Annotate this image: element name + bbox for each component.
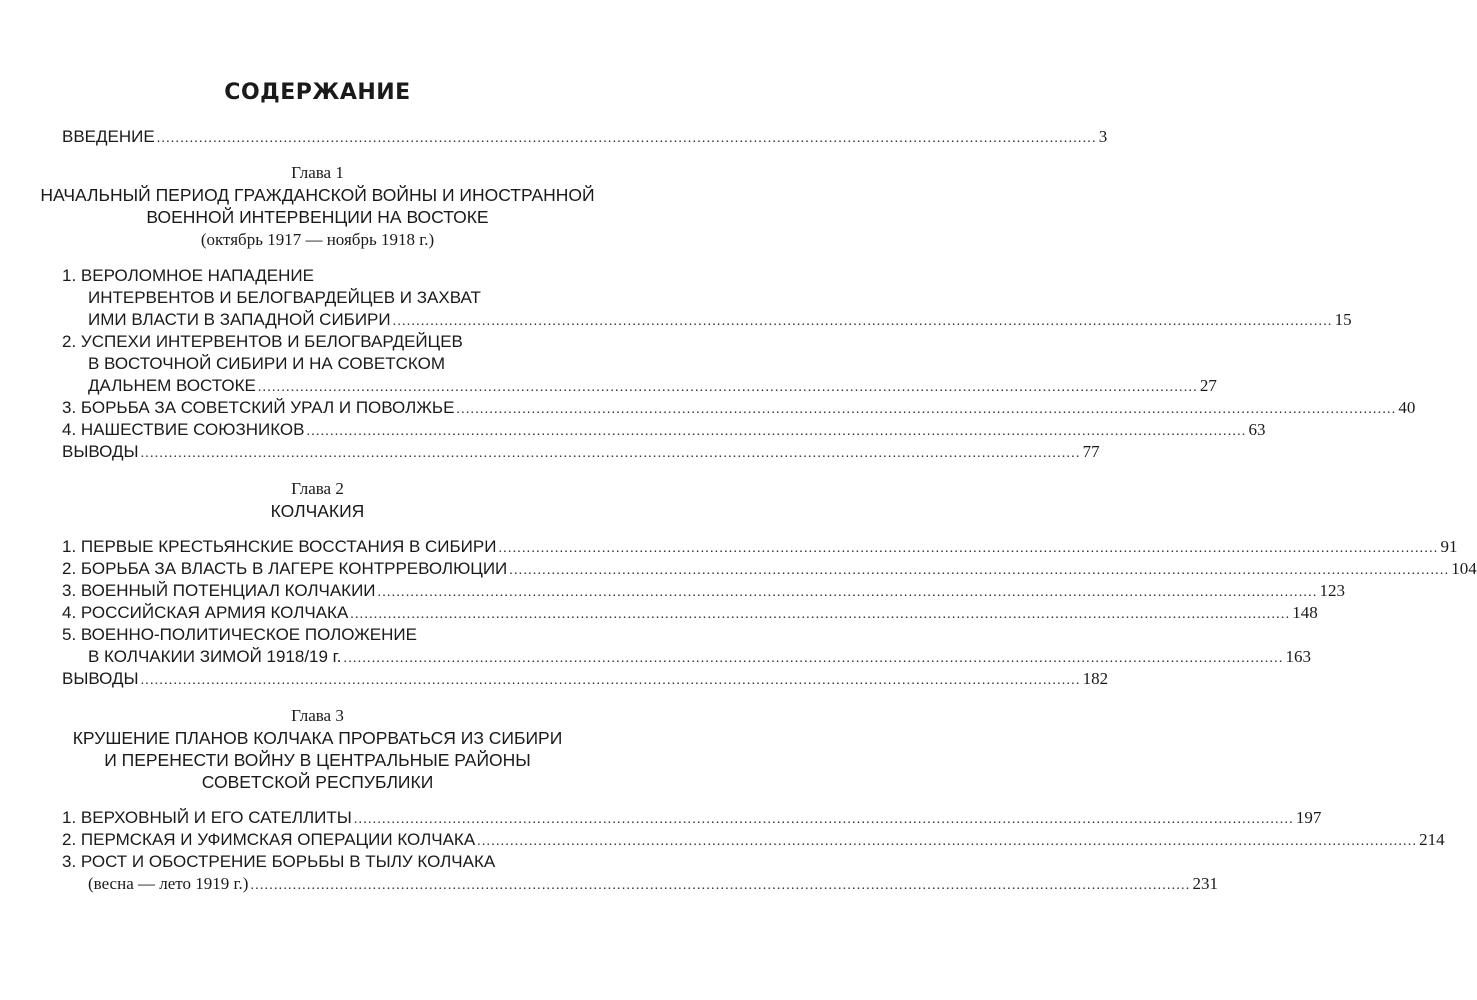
leader-dots: ........................................................................................................................................................................................................ [257, 380, 1198, 395]
entry-title: 4. РОССИЙСКАЯ АРМИЯ КОЛЧАКА [62, 603, 349, 622]
entry-title: ДАЛЬНЕМ ВОСТОКЕ [88, 376, 256, 395]
entry-title: 3. ВОЕННЫЙ ПОТЕНЦИАЛ КОЛЧАКИИ [62, 581, 376, 600]
chapter-2-title-line: КОЛЧАКИЯ [270, 501, 365, 521]
entry-title: 4. НАШЕСТВИЕ СОЮЗНИКОВ [62, 420, 305, 439]
toc-entry-line: В ВОСТОЧНОЙ СИБИРИ И НА СОВЕТСКОМ [88, 354, 446, 373]
entry-page: 40 [1398, 398, 1416, 417]
chapter-1-label: Глава 1 [291, 163, 344, 182]
leader-dots: ........................................................................................................................................................................................................ [509, 563, 1450, 578]
leader-dots: ........................................................................................................................................................................................................ [350, 607, 1291, 622]
entry-title: 1. ВЕРХОВНЫЙ И ЕГО САТЕЛЛИТЫ [62, 808, 352, 827]
entry-page: 77 [1082, 442, 1100, 461]
toc-entry [88, 309, 1352, 331]
toc-entry [62, 441, 1100, 463]
entry-title: ВЫВОДЫ [62, 442, 139, 461]
entry-page: 123 [1319, 581, 1346, 600]
entry-page: 104 [1451, 559, 1477, 578]
toc-entry [88, 646, 1312, 668]
toc-entry [88, 375, 1217, 397]
chapter-1-title-line: НАЧАЛЬНЫЙ ПЕРИОД ГРАЖДАНСКОЙ ВОЙНЫ И ИНОСТРАННОЙ [40, 185, 595, 205]
entry-page: 214 [1419, 830, 1445, 849]
toc-entry [62, 397, 1416, 419]
leader-dots: ........................................................................................................................................................................................................ [377, 585, 1318, 600]
leader-dots: ........................................................................................................................................................................................................ [456, 402, 1397, 417]
leader-dots: ........................................................................................................................................................................................................ [477, 834, 1418, 849]
toc-entry-line: 2. УСПЕХИ ИНТЕРВЕНТОВ И БЕЛОГВАРДЕЙЦЕВ [62, 332, 463, 351]
chapter-1-title-line: ВОЕННОЙ ИНТЕРВЕНЦИИ НА ВОСТОКЕ [146, 207, 489, 227]
chapter-2-label: Глава 2 [291, 479, 344, 498]
chapter-3-title-line: КРУШЕНИЕ ПЛАНОВ КОЛЧАКА ПРОРВАТЬСЯ ИЗ СИБИРИ [72, 728, 563, 748]
leader-dots: ........................................................................................................................................................................................................ [353, 812, 1294, 827]
entry-page: 231 [1192, 874, 1218, 893]
entry-title: (весна — лето 1919 г.) [88, 874, 249, 893]
toc-entry [62, 668, 1109, 690]
entry-title: 2. ПЕРМСКАЯ И УФИМСКАЯ ОПЕРАЦИИ КОЛЧАКА [62, 830, 476, 849]
entry-page: 63 [1248, 420, 1266, 439]
entry-title: В КОЛЧАКИИ ЗИМОЙ 1918/19 г. [88, 647, 342, 666]
entry-page: 27 [1199, 376, 1217, 395]
chapter-3-title-line: СОВЕТСКОЙ РЕСПУБЛИКИ [201, 772, 434, 792]
toc-entry-line: 1. ВЕРОЛОМНОЕ НАПАДЕНИЕ [62, 266, 314, 285]
leader-dots: ........................................................................................................................................................................................................ [156, 131, 1097, 146]
toc-entry [62, 829, 1445, 851]
entry-page: 15 [1334, 310, 1352, 329]
chapter-1-dates: (октябрь 1917 — ноябрь 1918 г.) [200, 230, 435, 249]
leader-dots: ........................................................................................................................................................................................................ [343, 651, 1284, 666]
entry-page: 148 [1292, 603, 1318, 622]
leader-dots: ........................................................................................................................................................................................................ [140, 446, 1081, 461]
entry-title: ВЫВОДЫ [62, 669, 139, 688]
toc-entry-introduction [62, 126, 1108, 148]
toc-entry-line: 3. РОСТ И ОБОСТРЕНИЕ БОРЬБЫ В ТЫЛУ КОЛЧАКА [62, 852, 496, 871]
toc-entry [62, 580, 1346, 602]
toc-entry-line: 5. ВОЕННО-ПОЛИТИЧЕСКОЕ ПОЛОЖЕНИЕ [62, 625, 417, 644]
chapter-3-title-line: И ПЕРЕНЕСТИ ВОЙНУ В ЦЕНТРАЛЬНЫЕ РАЙОНЫ [104, 750, 531, 770]
entry-page: 91 [1440, 537, 1458, 556]
leader-dots: ........................................................................................................................................................................................................ [250, 878, 1191, 893]
entry-page: 197 [1295, 808, 1322, 827]
entry-title: 2. БОРЬБА ЗА ВЛАСТЬ В ЛАГЕРЕ КОНТРРЕВОЛЮЦИИ [62, 559, 508, 578]
entry-title: 1. ПЕРВЫЕ КРЕСТЬЯНСКИЕ ВОССТАНИЯ В СИБИРИ [62, 537, 497, 556]
leader-dots: ........................................................................................................................................................................................................ [392, 314, 1333, 329]
chapter-3-label: Глава 3 [291, 706, 344, 725]
entry-title: ИМИ ВЛАСТИ В ЗАПАДНОЙ СИБИРИ [88, 310, 391, 329]
toc-entry-line: ИНТЕРВЕНТОВ И БЕЛОГВАРДЕЙЦЕВ И ЗАХВАТ [88, 288, 481, 307]
toc-entry [62, 536, 1458, 558]
toc-entry [62, 602, 1318, 624]
toc-entry [62, 558, 1477, 580]
leader-dots: ........................................................................................................................................................................................................ [140, 673, 1081, 688]
entry-title: 3. БОРЬБА ЗА СОВЕТСКИЙ УРАЛ И ПОВОЛЖЬЕ [62, 398, 455, 417]
page-title: СОДЕРЖАНИЕ [224, 80, 411, 105]
entry-title: ВВЕДЕНИЕ [62, 127, 155, 146]
toc-entry [62, 807, 1322, 829]
toc-entry [88, 873, 1218, 895]
leader-dots: ........................................................................................................................................................................................................ [306, 424, 1247, 439]
entry-page: 163 [1285, 647, 1312, 666]
entry-page: 3 [1098, 127, 1108, 146]
leader-dots: ........................................................................................................................................................................................................ [498, 541, 1439, 556]
toc-entry [62, 419, 1266, 441]
entry-page: 182 [1082, 669, 1109, 688]
